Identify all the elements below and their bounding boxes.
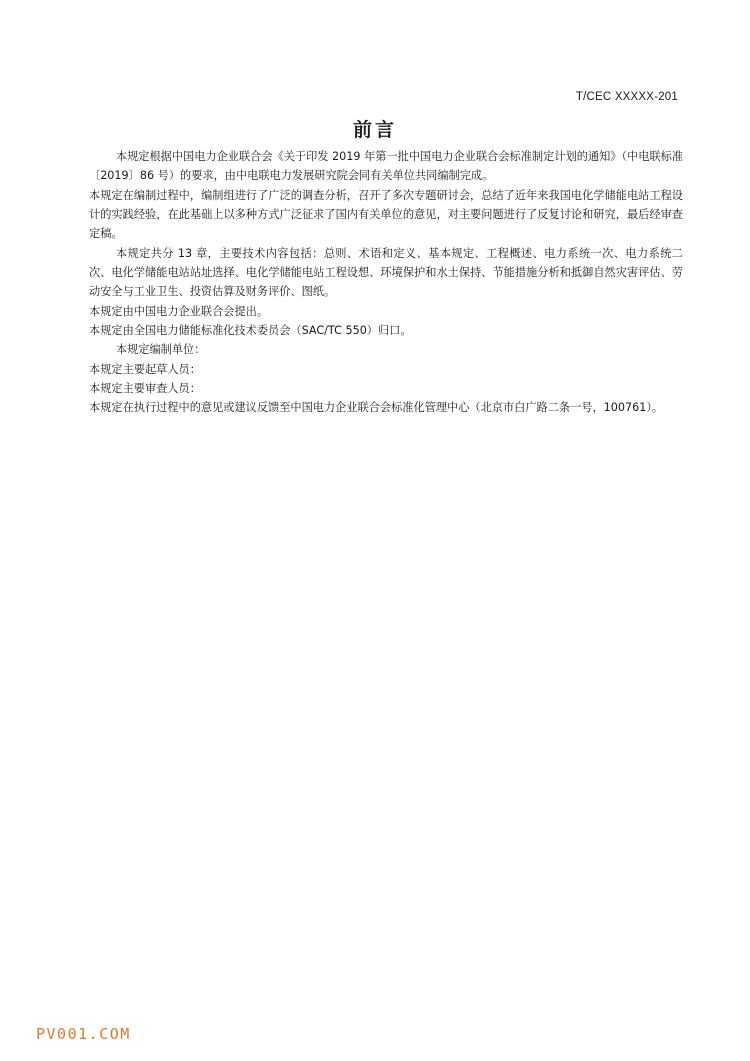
paragraph-drafting-units: 本规定编制单位： [115,343,206,357]
paragraph-drafters: 本规定主要起草人员： [89,362,201,376]
paragraph-contents: 本规定共分 13 章，主要技术内容包括：总则、术语和定义、基本规定、工程概述、电力系统一次、电力系统二次、电化学储能电站站址选择、电化学储能电站工程设想、环境保护和水土保持、节能措施分析和抵御自然灾害评估、劳动安全与工业卫生、投资估算及财务评价、图纸。 [89,246,683,299]
paragraph-basis: 本规定根据中国电力企业联合会《关于印发 2019 年第一批中国电力企业联合会标准制定计划的通知》（中电联标准〔2019〕86 号）的要求，由中电联电力发展研究院会同有关单位共同编制完成。 [89,150,683,183]
document-body [89,147,683,418]
paragraph-administrator: 本规定由全国电力储能标准化技术委员会（SAC/TC 550）归口。 [89,324,412,338]
watermark-text: PV001.COM [36,1025,131,1043]
paragraph-process: 本规定在编制过程中，编制组进行了广泛的调查分析，召开了多次专题研讨会，总结了近年来我国电化学储能电站工程设计的实践经验，在此基础上以多种方式广泛征求了国内有关单位的意见，对主要问题进行了反复讨论和研究，最后经审查定稿。 [89,188,683,241]
page-title: 前言 [352,119,397,141]
document-code: T/CEC XXXXX-201 [575,91,678,103]
paragraph-proposer: 本规定由中国电力企业联合会提出。 [89,304,269,318]
paragraph-feedback: 本规定在执行过程中的意见或建议反馈至中国电力企业联合会标准化管理中心（北京市白广路二条一号，100761）。 [89,401,664,415]
paragraph-reviewers: 本规定主要审查人员： [89,382,201,396]
